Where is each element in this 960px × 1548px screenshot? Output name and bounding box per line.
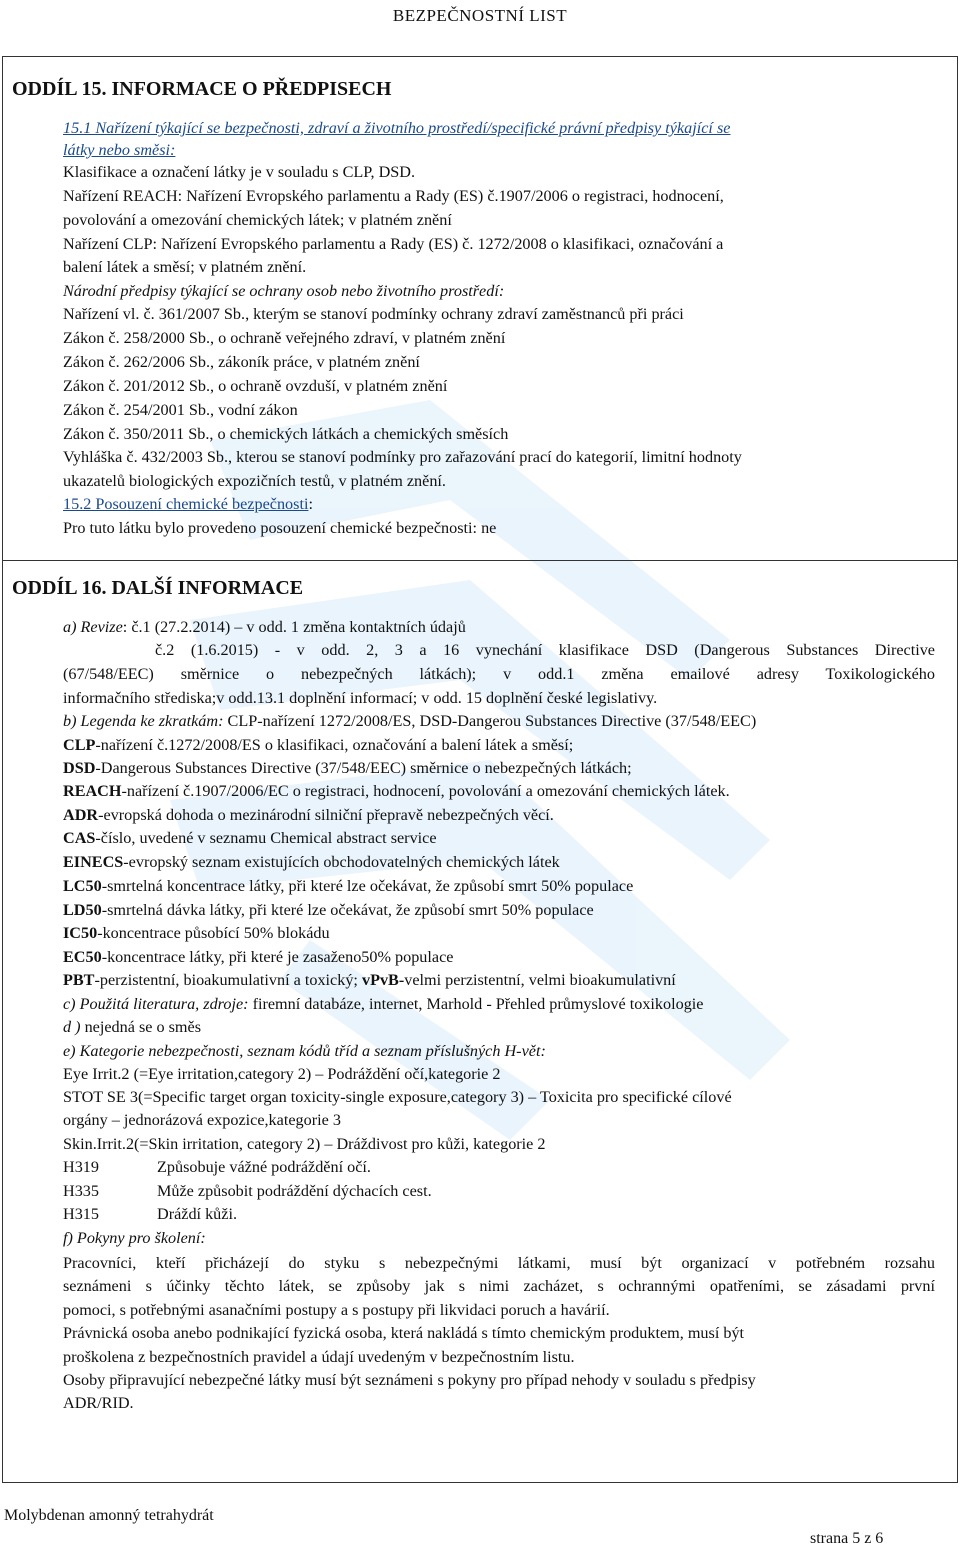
- law-item: Zákon č. 201/2012 Sb., o ochraně ovzduší, v platném znění: [63, 377, 448, 395]
- training-line: proškolena z bezpečnostních pravidel a údají uvedeným v bezpečnostním listu.: [63, 1348, 575, 1366]
- h-statement-code: H315: [63, 1205, 99, 1223]
- text-line: povolování a omezování chemických látek; v platném znění: [63, 211, 452, 229]
- h-statement-text: Může způsobit podráždění dýchacích cest.: [157, 1182, 432, 1200]
- hazard-category-line: Eye Irrit.2 (=Eye irritation,category 2) – Podráždění očí,kategorie 2: [63, 1065, 501, 1083]
- hazard-category-line: STOT SE 3(=Specific target organ toxicity-single exposure,category 3) – Toxicita pro specifické cílové: [63, 1088, 732, 1106]
- law-item: Zákon č. 350/2011 Sb., o chemických látkách a chemických směsích: [63, 425, 509, 443]
- training-line: ADR/RID.: [63, 1394, 134, 1412]
- abbreviation-item: CAS-číslo, uvedené v seznamu Chemical abstract service: [63, 829, 437, 847]
- h-statement-text: Dráždí kůži.: [157, 1205, 238, 1223]
- h-statement-text: Způsobuje vážné podráždění očí.: [157, 1158, 371, 1176]
- page-header: BEZPEČNOSTNÍ LIST: [392, 6, 568, 25]
- abbreviation-item: EINECS-evropský seznam existujících obchodovatelných chemických látek: [63, 853, 560, 871]
- abbreviation-item: REACH-nařízení č.1907/2006/EC o registraci, hodnocení, povolování a omezování chemických látek.: [63, 782, 730, 800]
- training-line: Osoby připravující nebezpečné látky musí být seznámeni s pokyny pro případ nehody v souladu s předpisy: [63, 1371, 756, 1389]
- law-item: Vyhláška č. 432/2003 Sb., kterou se stanoví podmínky pro zařazování prací do kategorií, limitní hodnoty: [63, 448, 742, 466]
- literature-line: c) Použitá literatura, zdroje: firemní databáze, internet, Marhold - Přehled průmyslové toxikologie: [63, 995, 704, 1013]
- footer-product-name: Molybdenan amonný tetrahydrát: [4, 1507, 214, 1524]
- text-line: Pro tuto látku bylo provedeno posouzení chemické bezpečnosti: ne: [63, 519, 497, 537]
- abbreviation-item: LD50-smrtelná dávka látky, při které lze očekávat, že způsobí smrt 50% populace: [63, 901, 594, 919]
- legend-line: b) Legenda ke zkratkám: CLP-nařízení 1272/2008/ES, DSD-Dangerou Substances Directive (37/548/EEC): [63, 712, 757, 730]
- section-15-1-title: 15.1 Nařízení týkající se bezpečnosti, zdraví a životního prostředí/specifické právní předpisy týkající se: [63, 119, 731, 137]
- training-heading: f) Pokyny pro školení:: [63, 1229, 206, 1247]
- training-line: Pracovníci, kteří přicházejí do styku s nebezpečnými látkami, musí být organizací v potřebném rozsahu: [63, 1254, 935, 1272]
- training-line: Právnická osoba anebo podnikající fyzická osoba, která nakládá s tímto chemickým produktem, musí být: [63, 1324, 745, 1342]
- abbreviation-item: CLP-nařízení č.1272/2008/ES o klasifikaci, označování a balení látek a směsí;: [63, 736, 574, 754]
- abbreviation-item: ADR-evropská dohoda o mezinárodní silniční přepravě nebezpečných věcí.: [63, 806, 554, 824]
- section-15-2-title: 15.2 Posouzení chemické bezpečnosti:: [63, 495, 313, 513]
- law-item: Zákon č. 254/2001 Sb., vodní zákon: [63, 401, 298, 419]
- revision-line: č.2 (1.6.2015) - v odd. 2, 3 a 16 vynechání klasifikace DSD (Dangerous Substances Directive: [155, 641, 935, 659]
- hazard-category-line: Skin.Irrit.2(=Skin irritation, category 2) – Dráždivost pro kůži, kategorie 2: [63, 1135, 546, 1153]
- hazard-categories-heading: e) Kategorie nebezpečnosti, seznam kódů tříd a seznam příslušných H-vět:: [63, 1042, 546, 1060]
- training-line: seznámeni s účinky těchto látek, se způsoby jak s nimi zacházet, s ochrannými opatřeními, se zásadami první: [63, 1277, 935, 1295]
- training-line: pomoci, s potřebnými asanačními postupy a s postupy při likvidaci poruch a havárií.: [63, 1301, 610, 1319]
- abbreviation-item: IC50-koncentrace působící 50% blokádu: [63, 924, 330, 942]
- h-statement-code: H335: [63, 1182, 99, 1200]
- section-16-heading: ODDÍL 16. DALŠÍ INFORMACE: [12, 577, 304, 599]
- text-line: Nařízení CLP: Nařízení Evropského parlamentu a Rady (ES) č. 1272/2008 o klasifikaci, označování a: [63, 235, 724, 253]
- text-line: Klasifikace a označení látky je v souladu s CLP, DSD.: [63, 163, 415, 181]
- h-statement-code: H319: [63, 1158, 99, 1176]
- law-item: Nařízení vl. č. 361/2007 Sb., kterým se stanoví podmínky ochrany zdraví zaměstnanců při práci: [63, 305, 684, 323]
- law-item: Zákon č. 262/2006 Sb., zákoník práce, v platném znění: [63, 353, 420, 371]
- law-item: Zákon č. 258/2000 Sb., o ochraně veřejného zdraví, v platném znění: [63, 329, 506, 347]
- abbreviation-item: PBT-perzistentní, bioakumulativní a toxický; vPvB-velmi perzistentní, velmi bioakumulativní: [63, 971, 676, 989]
- abbreviation-item: LC50-smrtelná koncentrace látky, při které lze očekávat, že způsobí smrt 50% populace: [63, 877, 634, 895]
- revision-line: a) Revize: č.1 (27.2.2014) – v odd. 1 změna kontaktních údajů: [63, 618, 466, 636]
- hazard-category-line: orgány – jednorázová expozice,kategorie 3: [63, 1111, 341, 1129]
- text-line: balení látek a směsí; v platném znění.: [63, 258, 307, 276]
- mixture-line: d ) nejedná se o směs: [63, 1018, 202, 1036]
- revision-line: (67/548/EEC) směrnice o nebezpečných látkách); v odd.1 změna emailové adresy Toxikologického: [63, 665, 935, 683]
- national-regulations-heading: Národní předpisy týkající se ochrany osob nebo životního prostředí:: [63, 282, 505, 300]
- section-15-heading: ODDÍL 15. INFORMACE O PŘEDPISECH: [12, 78, 392, 100]
- section-15-1-title-cont: látky nebo směsi:: [63, 141, 176, 159]
- law-item: ukazatelů biologických expozičních testů, v platném znění.: [63, 472, 446, 490]
- revision-line: informačního střediska;v odd.13.1 doplnění informací; v odd. 15 doplnění české legislativy.: [63, 689, 658, 707]
- footer-page-number: strana 5 z 6: [810, 1530, 884, 1547]
- abbreviation-item: DSD-Dangerous Substances Directive (37/548/EEC) směrnice o nebezpečných látkách;: [63, 759, 632, 777]
- abbreviation-item: EC50-koncentrace látky, při které je zasaženo50% populace: [63, 948, 454, 966]
- text-line: Nařízení REACH: Nařízení Evropského parlamentu a Rady (ES) č.1907/2006 o registraci, hodnocení,: [63, 187, 724, 205]
